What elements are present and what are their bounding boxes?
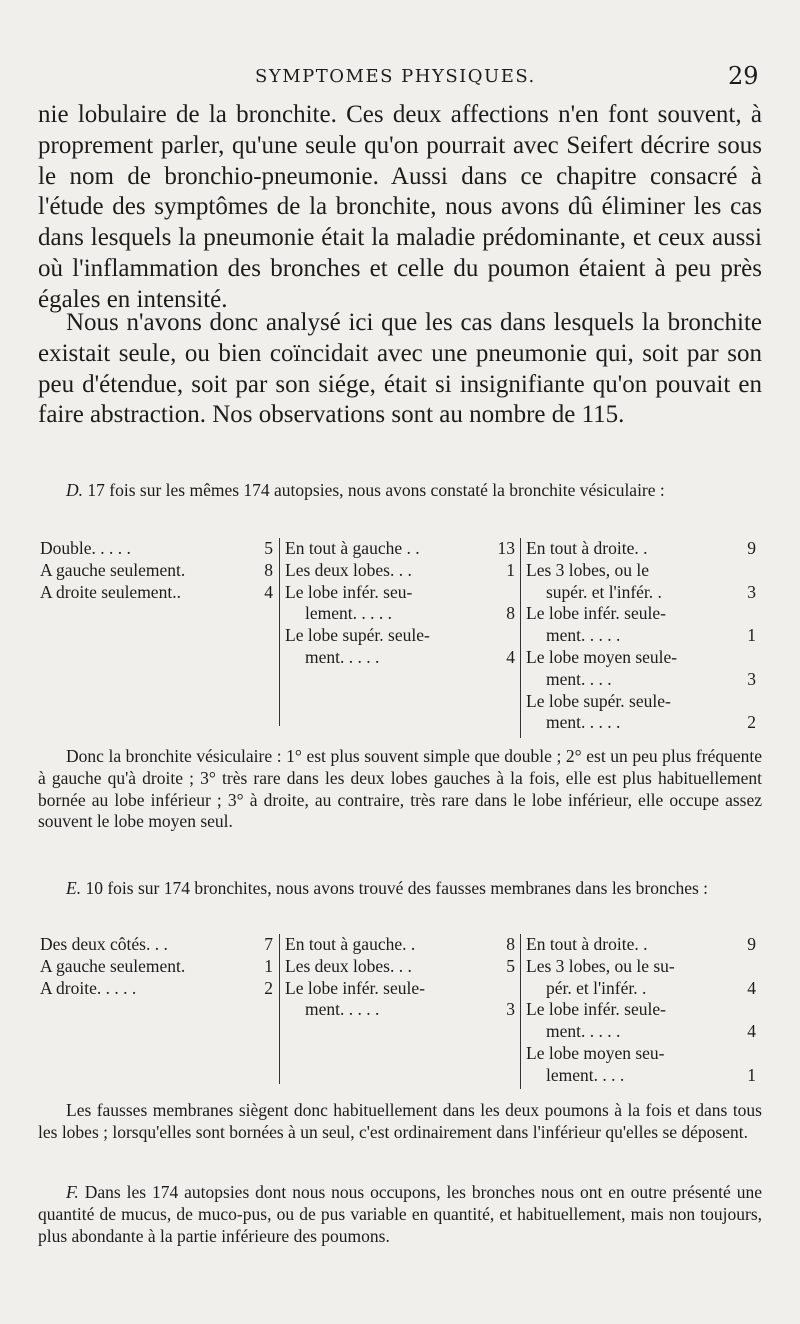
column-divider [520, 934, 521, 1089]
section-d-letter: D. [66, 480, 84, 500]
table-row: Les deux lobes. . . 5 [285, 955, 515, 976]
section-d-table-col3 [526, 538, 756, 734]
table-row: A gauche seulement. 1 [40, 955, 273, 976]
section-f-text: Dans les 174 autopsies dont nous nous occupons, les bronches nous ont en outre présenté une quantité de mucus, de muco-pus, ou de pus variable en quantité, et habituellement, mais non toujours, plus abondante à la partie inférieure des poumons. [38, 1182, 762, 1246]
table-row: Le lobe infér. seule- [526, 999, 666, 1020]
table-row: Le lobe supér. seule- [285, 625, 430, 646]
table-row: ment. . . . . 3 [305, 999, 515, 1020]
table-row: ment. . . . . 4 [305, 646, 515, 667]
table-row: En tout à gauche . . 13 [285, 538, 515, 558]
table-row: Double. . . . . 5 [40, 538, 273, 558]
column-divider [279, 538, 280, 726]
table-row: Les deux lobes. . . 1 [285, 559, 515, 580]
section-d-table-col1 [40, 538, 273, 603]
table-row: lement. . . . . 8 [305, 603, 515, 624]
table-row: Le lobe infér. seule- [285, 977, 425, 998]
column-divider [279, 934, 280, 1084]
paragraph-bronchio-pneumonie: nie lobulaire de la bronchite. Ces deux affections n'en font souvent, à proprement parler, qu'une seule qu'on pourrait avec Seifert décrire sous le nom de bronchio-pneumonie. Aussi dans ce chapitre consacré à l'étude des symptômes de la bronchite, nous avons dû éliminer les cas dans lesquels la pneumonie était la maladie prédominante, et ceux aussi où l'inflammation des bronches et celle du poumon étaient à peu près égales en intensité. [38, 101, 762, 313]
running-header [0, 62, 800, 96]
section-d-table-col2 [285, 538, 515, 669]
table-row: Le lobe infér. seule- [526, 603, 666, 624]
table-row: Le lobe moyen seule- [526, 646, 678, 667]
table-row: En tout à gauche. . 8 [285, 934, 515, 954]
section-e-table-col2 [285, 934, 515, 1021]
section-f-paragraph [38, 1182, 762, 1247]
table-row: Le lobe infér. seu- [285, 581, 413, 602]
page-number: 29 [728, 62, 759, 90]
table-row: Les 3 lobes, ou le su- [526, 955, 675, 976]
table-row: A gauche seulement. 8 [40, 559, 273, 580]
section-e-table-col1 [40, 934, 273, 999]
table-row: ment. . . . 3 [546, 668, 756, 689]
section-d-conclusion: Donc la bronchite vésiculaire : 1° est plus souvent simple que double ; 2° est un peu plus fréquente à gauche qu'à droite ; 3° très rare dans les deux lobes gauches à la fois, elle est plus habituellement bornée au lobe inférieur ; 3° à droite, au contraire, très rare dans le lobe inférieur, elle occupe assez souvent le lobe moyen seul. [38, 746, 762, 832]
table-row: ment. . . . . 1 [546, 625, 756, 646]
table-row: supér. et l'infér. . 3 [546, 581, 756, 602]
section-e-intro-text: 10 fois sur 174 bronchites, nous avons trouvé des fausses membranes dans les bronches : [85, 878, 709, 898]
table-row: Des deux côtés. . . 7 [40, 934, 273, 954]
section-e-letter: E. [66, 878, 82, 898]
section-d-intro-text: 17 fois sur les mêmes 174 autopsies, nous avons constaté la bronchite vésiculaire : [87, 480, 665, 500]
column-divider [520, 538, 521, 738]
running-title: SYMPTOMES PHYSIQUES. [255, 66, 536, 87]
table-row: A droite seulement.. 4 [40, 581, 273, 602]
table-row: En tout à droite. . 9 [526, 538, 756, 558]
section-d-intro [38, 480, 762, 502]
section-f-letter: F. [66, 1182, 79, 1202]
table-row: lement. . . . 1 [546, 1064, 756, 1085]
table-row: En tout à droite. . 9 [526, 934, 756, 954]
table-row: A droite. . . . . 2 [40, 977, 273, 998]
table-row: ment. . . . . 2 [546, 712, 756, 733]
table-row: ment. . . . . 4 [546, 1021, 756, 1042]
table-row: Le lobe supér. seule- [526, 690, 671, 711]
section-e-table-col3 [526, 934, 756, 1087]
section-e-conclusion: Les fausses membranes siègent donc habituellement dans les deux poumons à la fois et dans tous les lobes ; lorsqu'elles sont bornées à un seul, c'est ordinairement dans l'inférieur qu'elles se déposent. [38, 1100, 762, 1142]
table-row: Le lobe moyen seu- [526, 1042, 665, 1063]
section-e-intro [38, 878, 762, 900]
table-row: Les 3 lobes, ou le [526, 559, 649, 580]
table-row: pér. et l'infér. . 4 [546, 977, 756, 998]
paragraph-cases-analysed: Nous n'avons donc analysé ici que les cas dans lesquels la bronchite existait seule, ou bien coïncidait avec une pneumonie qui, soit par son peu d'étendue, soit par son siége, était si insignifiante qu'on pouvait en faire abstraction. Nos observations sont au nombre de 115. [38, 309, 762, 429]
